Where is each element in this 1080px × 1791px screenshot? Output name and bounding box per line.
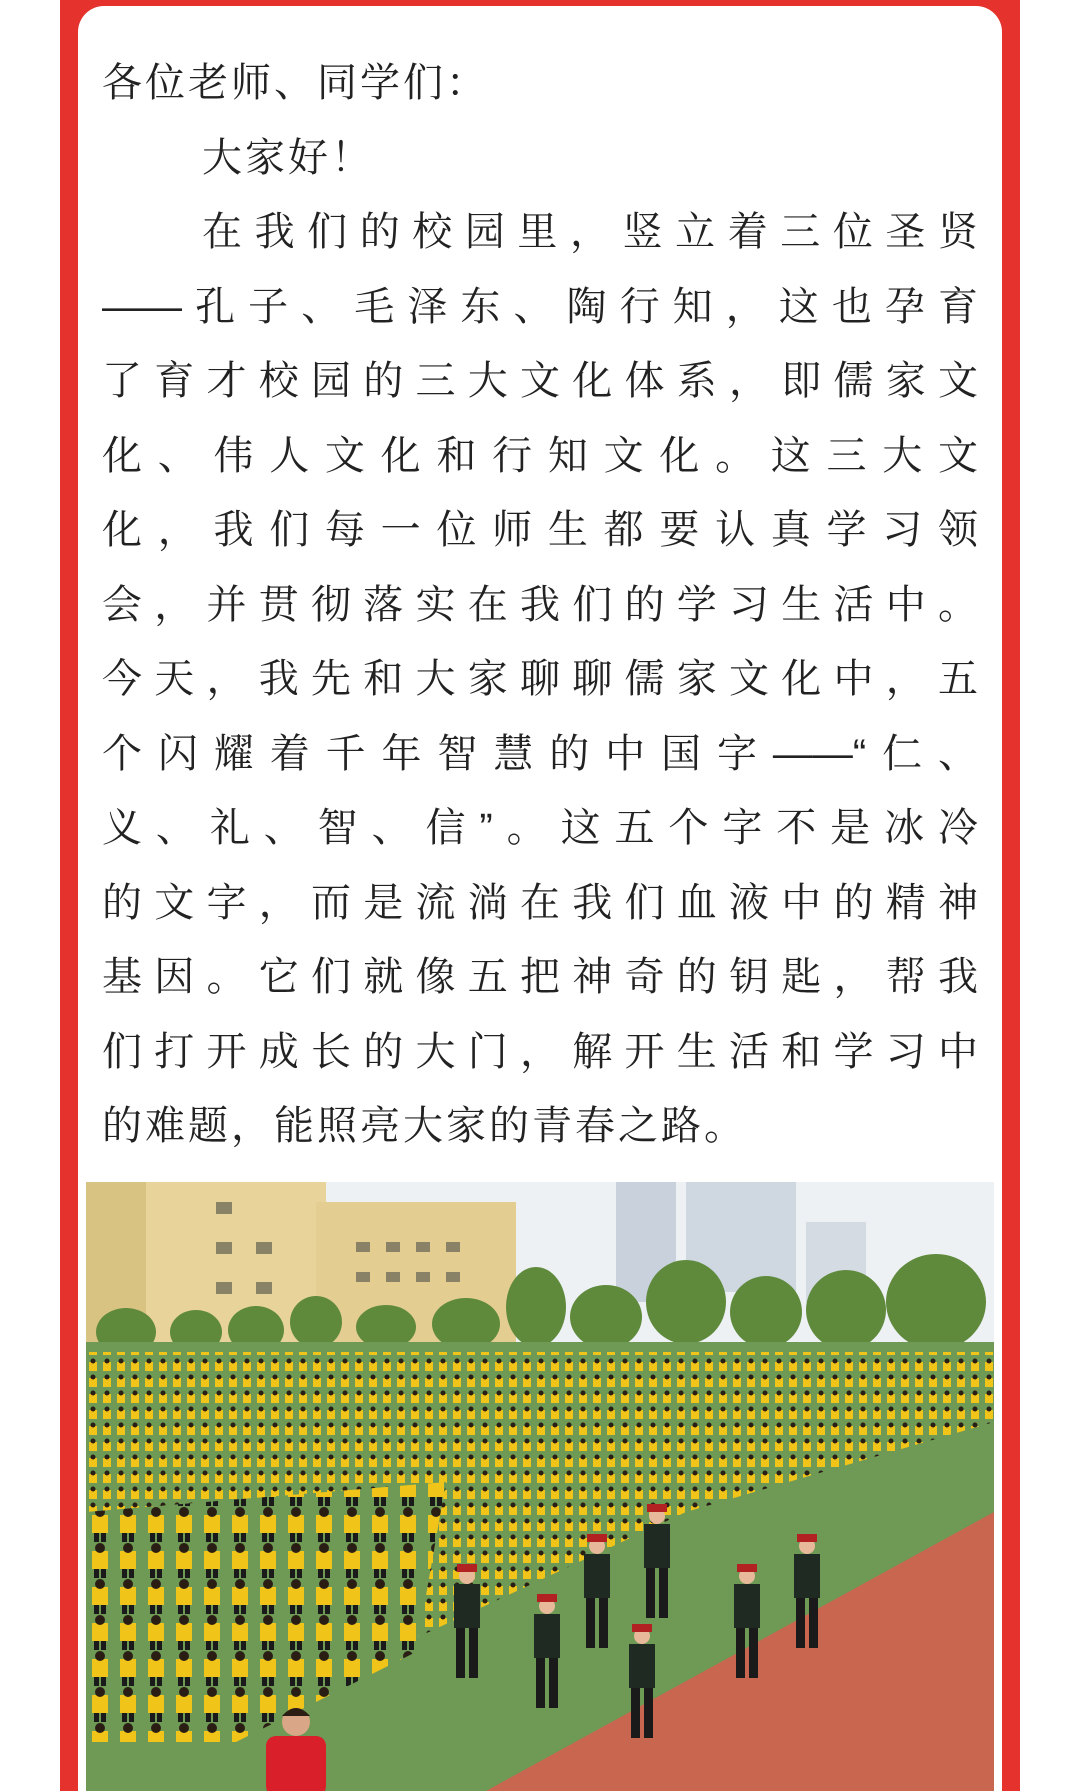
paragraph-line: 的难题，能照亮大家的青春之路。 xyxy=(102,1104,747,1148)
article-card xyxy=(78,6,1002,1791)
paragraph-line: 个闪耀着千年智慧的中国字——“仁、 xyxy=(102,731,978,776)
paragraph-line: 化，我们每一位师生都要认真学习领 xyxy=(102,508,978,552)
paragraph-line: 了育才校园的三大文化体系，即儒家文 xyxy=(102,359,978,403)
paragraph-line: 基因。它们就像五把神奇的钥匙，帮我 xyxy=(102,955,978,999)
paragraph-line: 化、伟人文化和行知文化。这三大文 xyxy=(102,433,978,478)
paragraph-line: 的文字，而是流淌在我们血液中的精神 xyxy=(102,880,978,925)
greeting-line: 各位老师、同学们： xyxy=(102,61,489,105)
paragraph-line: 会，并贯彻落实在我们的学习生活中。 xyxy=(102,582,978,627)
article-body xyxy=(102,46,978,1164)
paragraph-line: 在我们的校园里，竖立着三位圣贤 xyxy=(202,210,978,254)
paragraph-line: 们打开成长的大门，解开生活和学习中 xyxy=(102,1029,978,1074)
salutation-line: 大家好！ xyxy=(202,135,374,180)
paragraph-line: ——孔子、毛泽东、陶行知，这也孕育 xyxy=(102,284,978,329)
paragraph-line: 今天，我先和大家聊聊儒家文化中，五 xyxy=(102,657,978,701)
paragraph-line: 义、礼、智、信”。这五个字不是冰冷 xyxy=(102,806,978,850)
school-assembly-photo xyxy=(86,1182,994,1791)
